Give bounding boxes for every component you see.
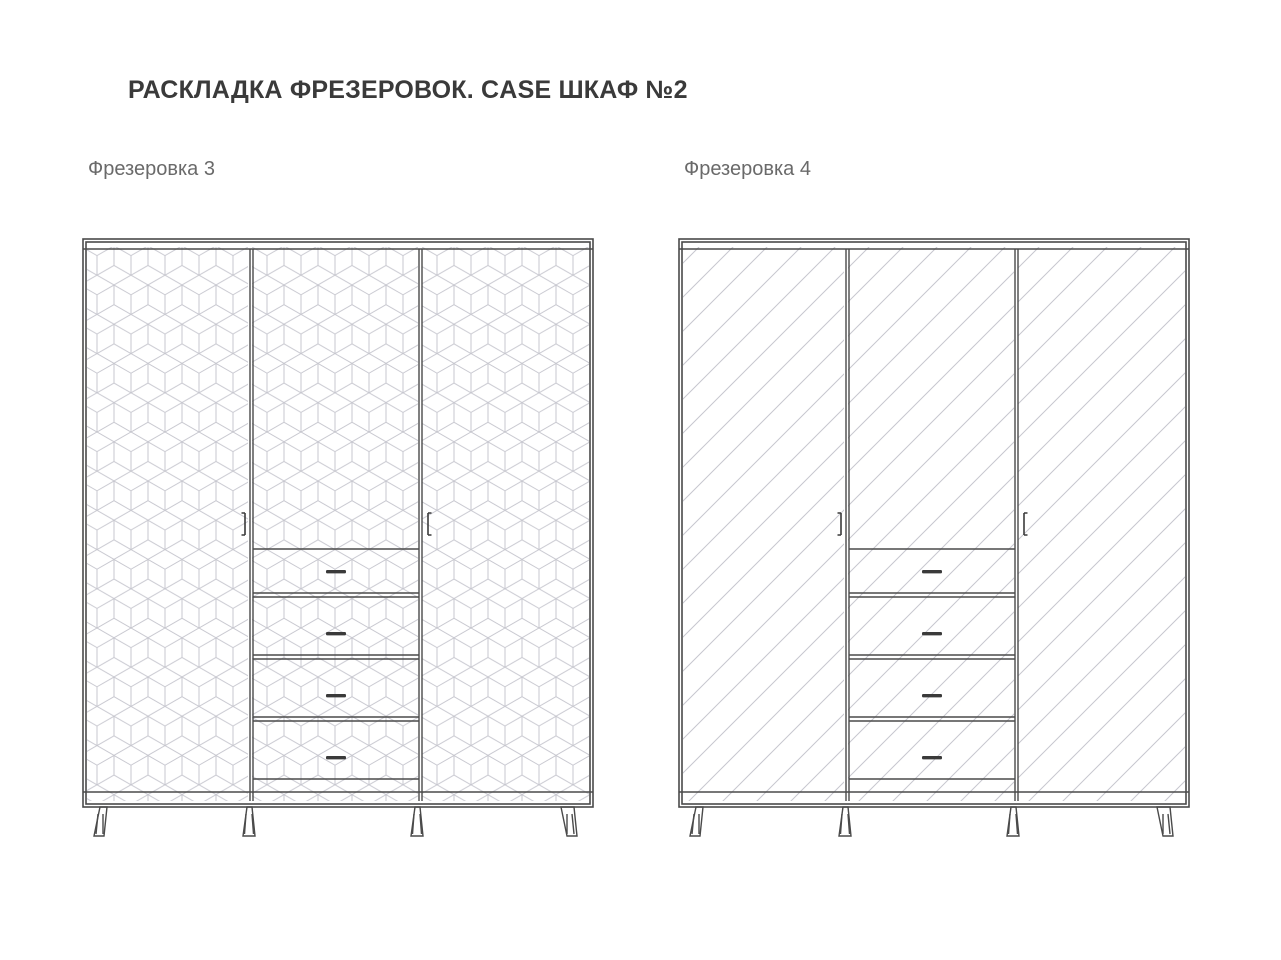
milling-pattern-right-door	[1018, 247, 1185, 801]
page-title: РАСКЛАДКА ФРЕЗЕРОВОК. CASE ШКАФ №2	[128, 76, 688, 104]
milling-pattern-left-door	[87, 247, 248, 801]
milling-pattern-center	[252, 247, 418, 801]
wardrobe-drawing-milling-3	[80, 236, 602, 842]
figure-caption-milling-4: Фрезеровка 4	[684, 158, 811, 180]
milling-pattern-left-door	[683, 247, 844, 801]
cabinet-legs	[690, 807, 1173, 836]
milling-pattern-center	[848, 247, 1014, 801]
wardrobe-drawing-milling-4	[676, 236, 1198, 842]
figure-caption-milling-3: Фрезеровка 3	[88, 158, 215, 180]
cabinet-legs	[94, 807, 577, 836]
milling-pattern-right-door	[422, 247, 589, 801]
